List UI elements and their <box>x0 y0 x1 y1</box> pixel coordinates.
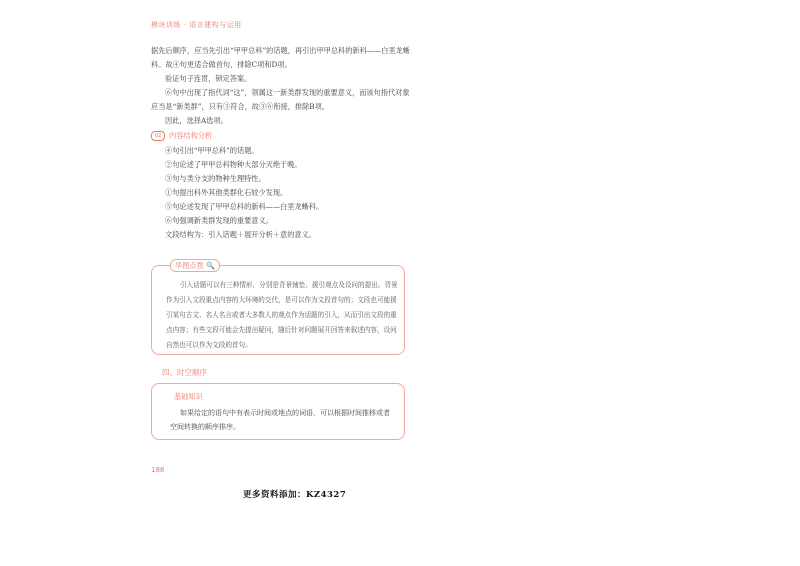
running-header: 模块训练 · 语言建构与运用 <box>151 21 242 29</box>
tip-box-text: 引入话题可以有三种情形，分别是背景铺垫、援引观点及设问的提出。背景作为引入文段重点内容的大环境的交代，是可以作为文段首句的；文段也可能援引某句古文、名人名言或者大多数人的观点作为话题的引入，从而引出文段的重点内容；有些文段可能会先提出疑问，随后针对问题展开回答来叙述内容，设问自然也可以作为文段的首句。 <box>166 281 398 349</box>
analysis-heading <box>151 129 411 143</box>
knowledge-box-text: 如果给定的语句中有表示时间或地点的词语，可以根据时间推移或者空间转换的顺序排序。 <box>170 409 390 431</box>
analysis-item: ④句引出“甲甲总科”的话题。 <box>165 146 259 155</box>
knowledge-box-title: 基础知识 <box>174 392 203 401</box>
paragraph-line: 应当是“新类群”，只有③符合，故③⑥衔接，排除B项。 <box>151 102 329 111</box>
analysis-heading-label: 内容结构分析 <box>169 131 213 140</box>
tip-box-title: 华图点拨 🔍 <box>170 259 220 272</box>
paragraph-line: 验证句子连贯，锁定答案。 <box>165 74 252 83</box>
analysis-item: ②句论述了甲甲总科物种大部分灭绝于晚。 <box>165 160 302 169</box>
page-number: 188 <box>151 466 165 474</box>
analysis-item: ⑤句论述发现了甲甲总科的新科——白垩龙蜥科。 <box>165 202 324 211</box>
paragraph-line: 据先后顺序，应当先引出“甲甲总科”的话题，再引出甲甲总科的新科——白垩龙蜥 <box>151 46 410 55</box>
analysis-item: ③句与类分支的物种生理特性。 <box>165 174 266 183</box>
paragraph-line: ⑥句中出现了指代词“这”，领属这一新类群发现的重要意义，而该句指代对象 <box>165 88 410 97</box>
tip-box <box>151 261 405 355</box>
analysis-item: 文段结构为：引入话题＋展开分析＋意的意义。 <box>165 230 316 239</box>
knowledge-box <box>151 383 405 440</box>
paragraph-line: 科。故④句更适合做首句，排除C项和D项。 <box>151 60 292 69</box>
analysis-item: ⑥句强调新类群发现的重要意义。 <box>165 216 273 225</box>
footer-note: 更多资料添加：KZ4327 <box>243 490 347 500</box>
section-title: 四、时空顺序 <box>162 368 207 377</box>
paragraph-line: 因此，选择A选项。 <box>165 116 228 125</box>
explanation-text <box>151 44 411 242</box>
analysis-item: ①句提出科外其他类群化石较少发现。 <box>165 188 288 197</box>
section-badge: 02 <box>151 131 165 141</box>
